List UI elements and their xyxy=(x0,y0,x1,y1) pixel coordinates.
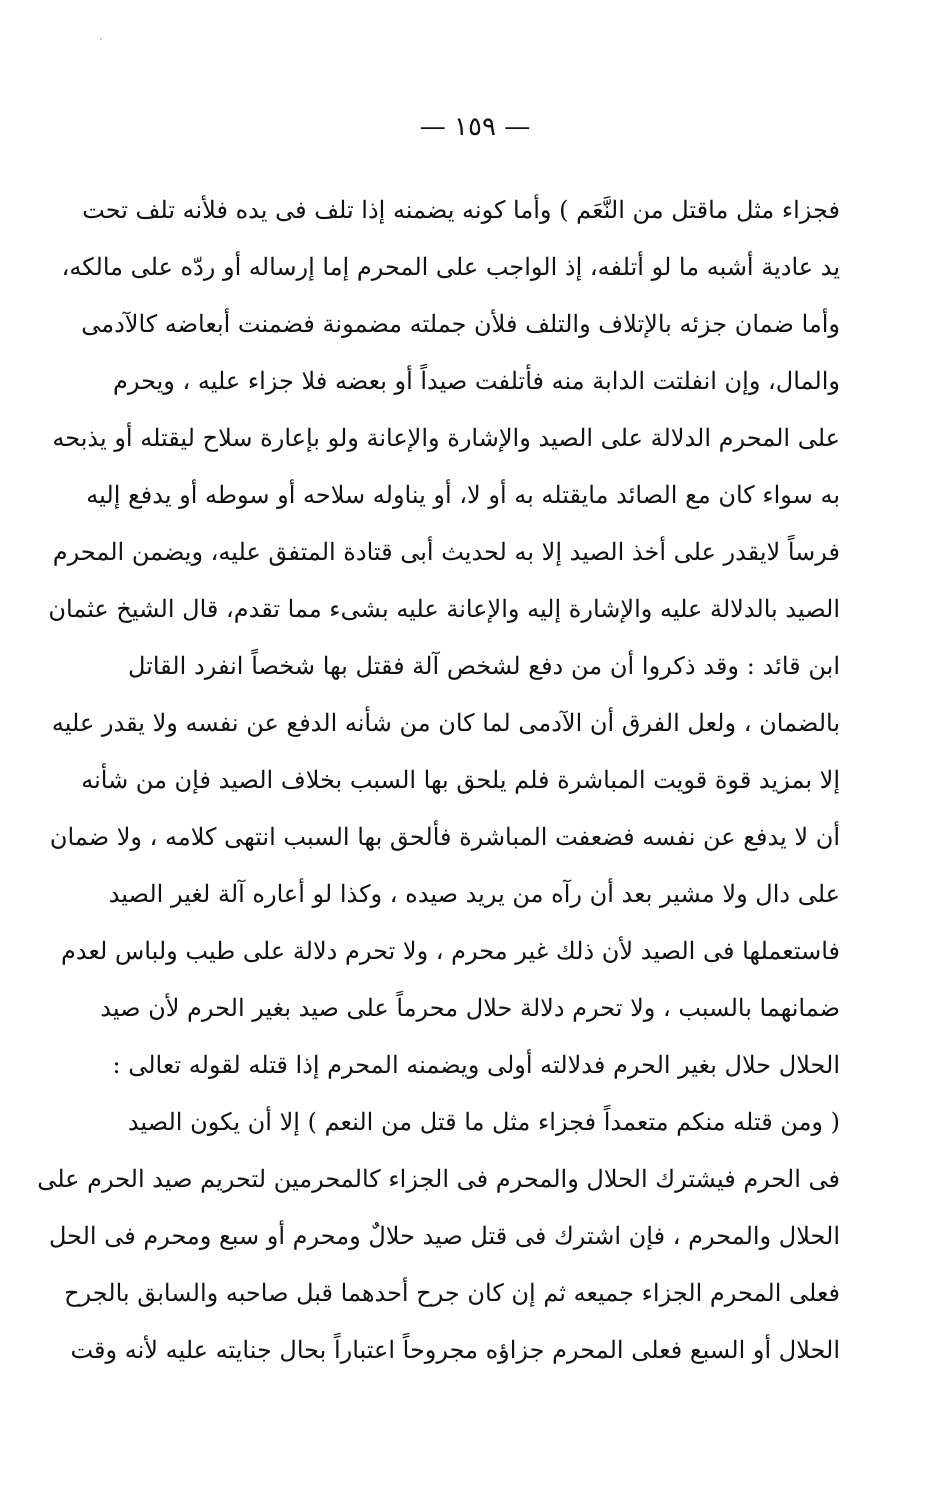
text-line: إلا بمزيد قوة قويت المباشرة فلم يلحق بها السبب بخلاف الصيد فإن من شأنه xyxy=(81,766,840,794)
text-line: الحلال حلال بغير الحرم فدلالته أولى ويضمنه المحرم إذا قتله لقوله تعالى : xyxy=(112,1051,840,1079)
text-line: ضمانهما بالسبب ، ولا تحرم دلالة حلال محرماً على صيد بغير الحرم لأن صيد xyxy=(100,994,840,1022)
text-line: فجزاء مثل ماقتل من النَّعَم ) وأما كونه يضمنه إذا تلف فى يده فلأنه تلف تحت xyxy=(82,196,840,224)
scan-speck xyxy=(100,38,102,40)
text-line: ( ومن قتله منكم متعمداً فجزاء مثل ما قتل من النعم ) إلا أن يكون الصيد xyxy=(127,1108,840,1136)
text-line: فعلى المحرم الجزاء جميعه ثم إن كان جرح أحدهما قبل صاحبه والسابق بالجرح xyxy=(64,1279,840,1307)
text-line: على المحرم الدلالة على الصيد والإشارة والإعانة ولو بإعارة سلاح ليقتله أو يذبحه xyxy=(52,424,840,452)
text-line: بالضمان ، ولعل الفرق أن الآدمى لما كان من شأنه الدفع عن نفسه ولا يقدر عليه xyxy=(51,709,840,737)
text-line: فى الحرم فيشترك الحلال والمحرم فى الجزاء كالمحرمين لتحريم صيد الحرم على xyxy=(37,1165,840,1193)
text-line: فرساً لايقدر على أخذ الصيد إلا به لحديث أبى قتادة المتفق عليه، ويضمن المحرم xyxy=(52,538,840,566)
text-line: الحلال والمحرم ، فإن اشترك فى قتل صيد حلالٌ ومحرم أو سبع ومحرم فى الحل xyxy=(48,1222,840,1250)
text-line: فاستعملها فى الصيد لأن ذلك غير محرم ، ولا تحرم دلالة على طيب ولباس لعدم xyxy=(61,937,840,965)
text-line: به سواء كان مع الصائد مايقتله به أو لا، أو يناوله سلاحه أو سوطه أو يدفع إليه xyxy=(86,481,840,509)
text-line: الصيد بالدلالة عليه والإشارة إليه والإعانة عليه بشىء مما تقدم، قال الشيخ عثمان xyxy=(48,595,840,623)
text-line: الحلال أو السبع فعلى المحرم جزاؤه مجروحاً اعتباراً بحال جنايته عليه لأنه وقت xyxy=(70,1336,840,1364)
text-line: وأما ضمان جزئه بالإتلاف والتلف فلأن جملته مضمونة فضمنت أبعاضه كالآدمى xyxy=(81,310,840,338)
text-line: أن لا يدفع عن نفسه فضعفت المباشرة فألحق بها السبب انتهى كلامه ، ولا ضمان xyxy=(49,823,840,851)
text-line: يد عادية أشبه ما لو أتلفه، إذ الواجب على المحرم إما إرساله أو ردّه على مالكه، xyxy=(61,253,840,281)
text-line: ابن قائد : وقد ذكروا أن من دفع لشخص آلة فقتل بها شخصاً انفرد القاتل xyxy=(128,652,840,680)
body-text xyxy=(37,182,840,1379)
text-line: على دال ولا مشير بعد أن رآه من يريد صيده ، وكذا لو أعاره آلة لغير الصيد xyxy=(108,880,840,908)
page-number: — ١٥٩ — xyxy=(419,112,531,142)
text-line: والمال، وإن انفلتت الدابة منه فأتلفت صيداً أو بعضه فلا جزاء عليه ، ويحرم xyxy=(112,367,840,395)
